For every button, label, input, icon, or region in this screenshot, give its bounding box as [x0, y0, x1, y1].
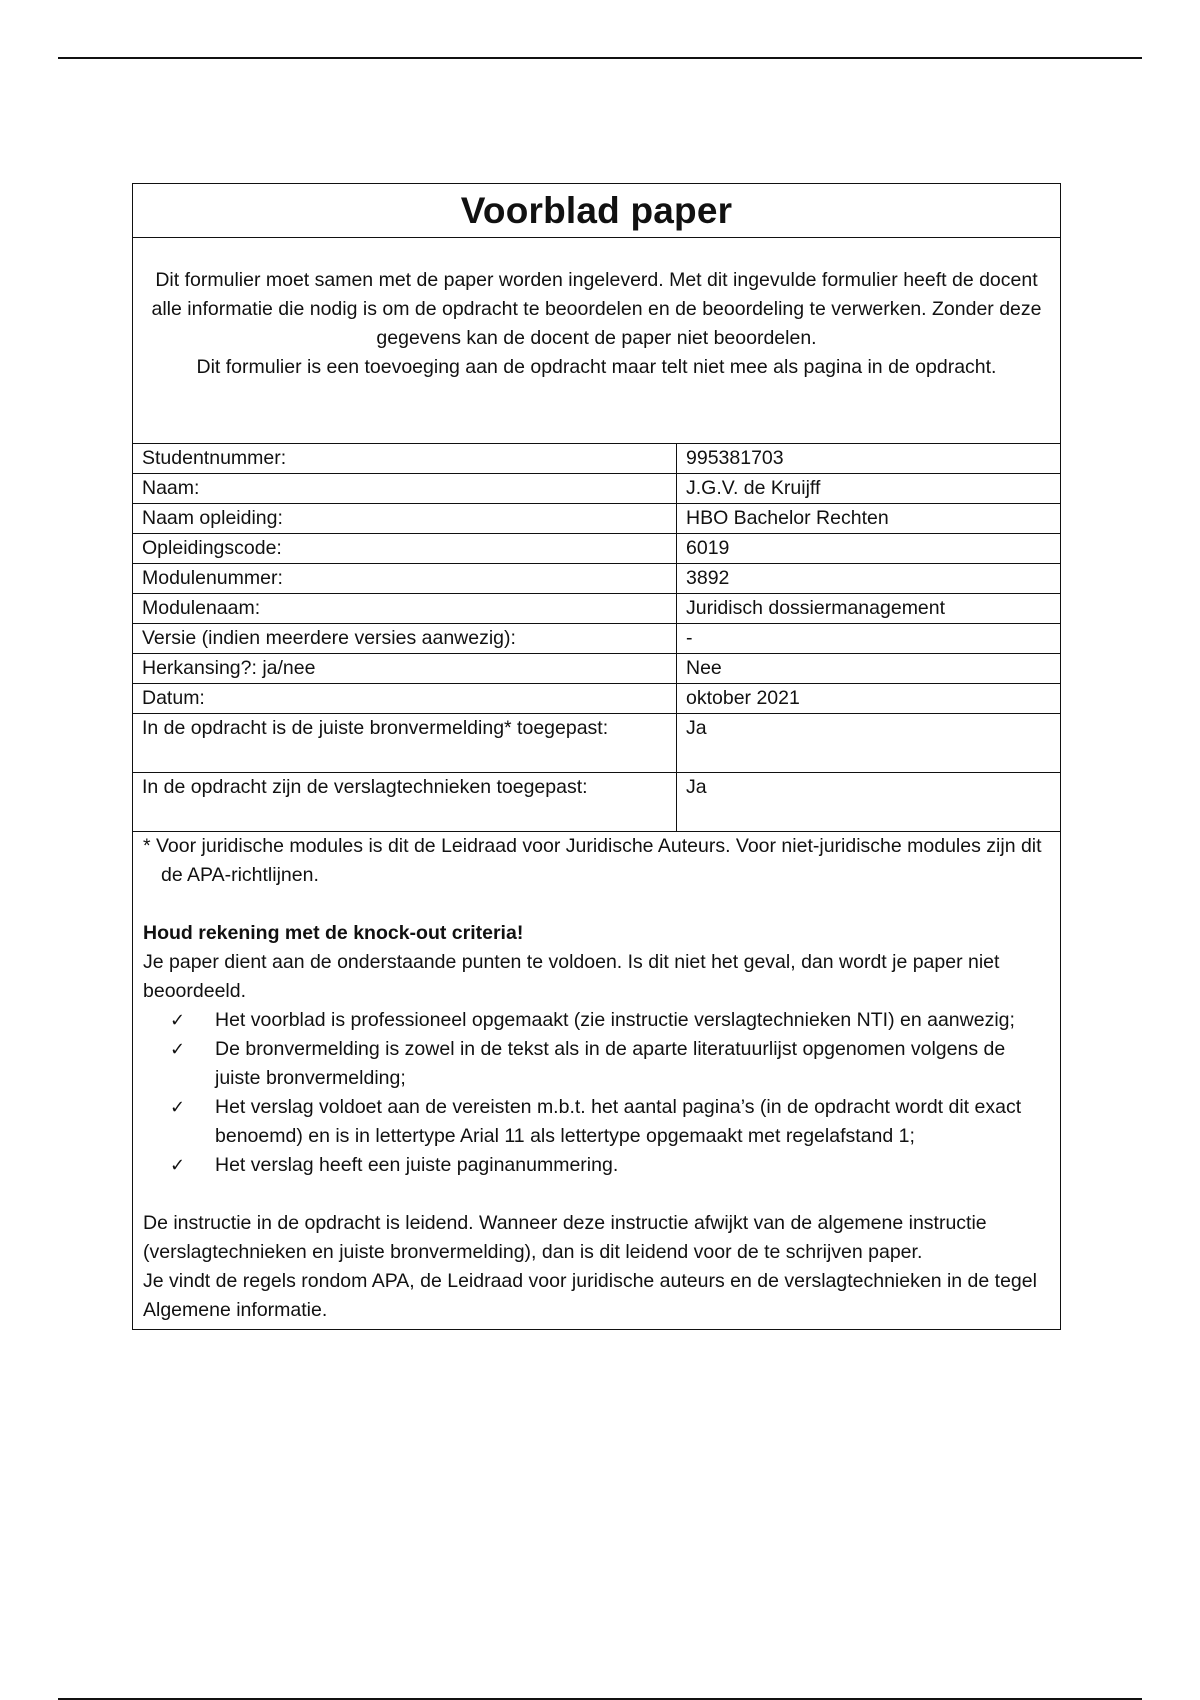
criterion-text: Het verslag heeft een juiste paginanummering.	[215, 1154, 619, 1176]
criterion-text: Het voorblad is professioneel opgemaakt (zie instructie verslagtechnieken NTI) en aanwezig;	[215, 1009, 1015, 1031]
field-label: In de opdracht is de juiste bronvermelding* toegepast:	[133, 714, 677, 773]
list-item	[170, 1035, 1050, 1093]
field-value: 6019	[677, 534, 1061, 564]
spacer	[143, 1180, 1050, 1209]
field-label: Herkansing?: ja/nee	[133, 654, 677, 684]
checkmark-icon: ✓	[170, 1010, 186, 1031]
checkmark-icon: ✓	[170, 1097, 186, 1118]
field-value: 995381703	[677, 444, 1061, 474]
table-row	[133, 474, 1060, 504]
field-label: Modulenummer:	[133, 564, 677, 594]
field-label: Modulenaam:	[133, 594, 677, 624]
list-item	[170, 1006, 1050, 1035]
field-label: Versie (indien meerdere versies aanwezig):	[133, 624, 677, 654]
list-item	[170, 1093, 1050, 1151]
field-label: Naam:	[133, 474, 677, 504]
cover-form	[132, 183, 1061, 1330]
intro-cell	[133, 238, 1060, 444]
table-row	[133, 773, 1060, 832]
field-label: In de opdracht zijn de verslagtechnieken toegepast:	[133, 773, 677, 832]
knockout-heading: Houd rekening met de knock-out criteria!	[143, 922, 524, 944]
field-value: HBO Bachelor Rechten	[677, 504, 1061, 534]
page-top-rule	[58, 57, 1142, 59]
field-value: Ja	[677, 773, 1061, 832]
field-value: 3892	[677, 564, 1061, 594]
intro-note: Dit formulier is een toevoeging aan de opdracht maar telt niet mee als pagina in de opdracht.	[196, 356, 997, 378]
table-row	[133, 534, 1060, 564]
field-label: Opleidingscode:	[133, 534, 677, 564]
knockout-criteria-list	[143, 1006, 1050, 1180]
notes-cell	[133, 832, 1060, 1329]
field-value: Nee	[677, 654, 1061, 684]
closing-paragraph: De instructie in de opdracht is leidend. Wanneer deze instructie afwijkt van de algemene instructie (verslagtechnieken en juiste bronvermelding), dan is dit leidend voor de te schrijven paper.	[143, 1212, 987, 1263]
checkmark-icon: ✓	[170, 1155, 186, 1176]
footnote: * Voor juridische modules is dit de Leidraad voor Juridische Auteurs. Voor niet-juridische modules zijn dit de APA-richtlijnen.	[143, 835, 1042, 886]
table-row	[133, 714, 1060, 773]
table-row	[133, 684, 1060, 714]
field-label: Naam opleiding:	[133, 504, 677, 534]
page-title: Voorblad paper	[460, 189, 733, 231]
criterion-text: Het verslag voldoet aan de vereisten m.b.t. het aantal pagina’s (in de opdracht wordt dit exact benoemd) en is in lettertype Arial 11 als lettertype opgemaakt met regelafstand 1;	[215, 1096, 1022, 1147]
title-cell	[133, 184, 1060, 238]
table-row	[133, 654, 1060, 684]
list-item	[170, 1151, 1050, 1180]
field-value: Ja	[677, 714, 1061, 773]
table-row	[133, 504, 1060, 534]
table-row	[133, 624, 1060, 654]
checkmark-icon: ✓	[170, 1039, 186, 1060]
field-value: oktober 2021	[677, 684, 1061, 714]
closing-reference: Je vindt de regels rondom APA, de Leidraad voor juridische auteurs en de verslagtechnieken in de tegel Algemene informatie.	[143, 1270, 1037, 1321]
student-info-table	[133, 444, 1060, 832]
criterion-text: De bronvermelding is zowel in de tekst als in de aparte literatuurlijst opgenomen volgens de juiste bronvermelding;	[215, 1038, 1006, 1089]
table-row	[133, 444, 1060, 474]
table-row	[133, 564, 1060, 594]
field-value: -	[677, 624, 1061, 654]
spacer	[143, 890, 1050, 919]
field-label: Datum:	[133, 684, 677, 714]
field-label: Studentnummer:	[133, 444, 677, 474]
field-value: Juridisch dossiermanagement	[677, 594, 1061, 624]
intro-text: Dit formulier moet samen met de paper worden ingeleverd. Met dit ingevulde formulier heeft de docent alle informatie die nodig is om de opdracht te beoordelen en de beoordeling te verwerken. Zonder deze gegevens kan de docent de paper niet beoordelen.	[151, 269, 1042, 349]
knockout-intro: Je paper dient aan de onderstaande punten te voldoen. Is dit niet het geval, dan wordt je paper niet beoordeeld.	[143, 951, 1000, 1002]
field-value: J.G.V. de Kruijff	[677, 474, 1061, 504]
table-row	[133, 594, 1060, 624]
